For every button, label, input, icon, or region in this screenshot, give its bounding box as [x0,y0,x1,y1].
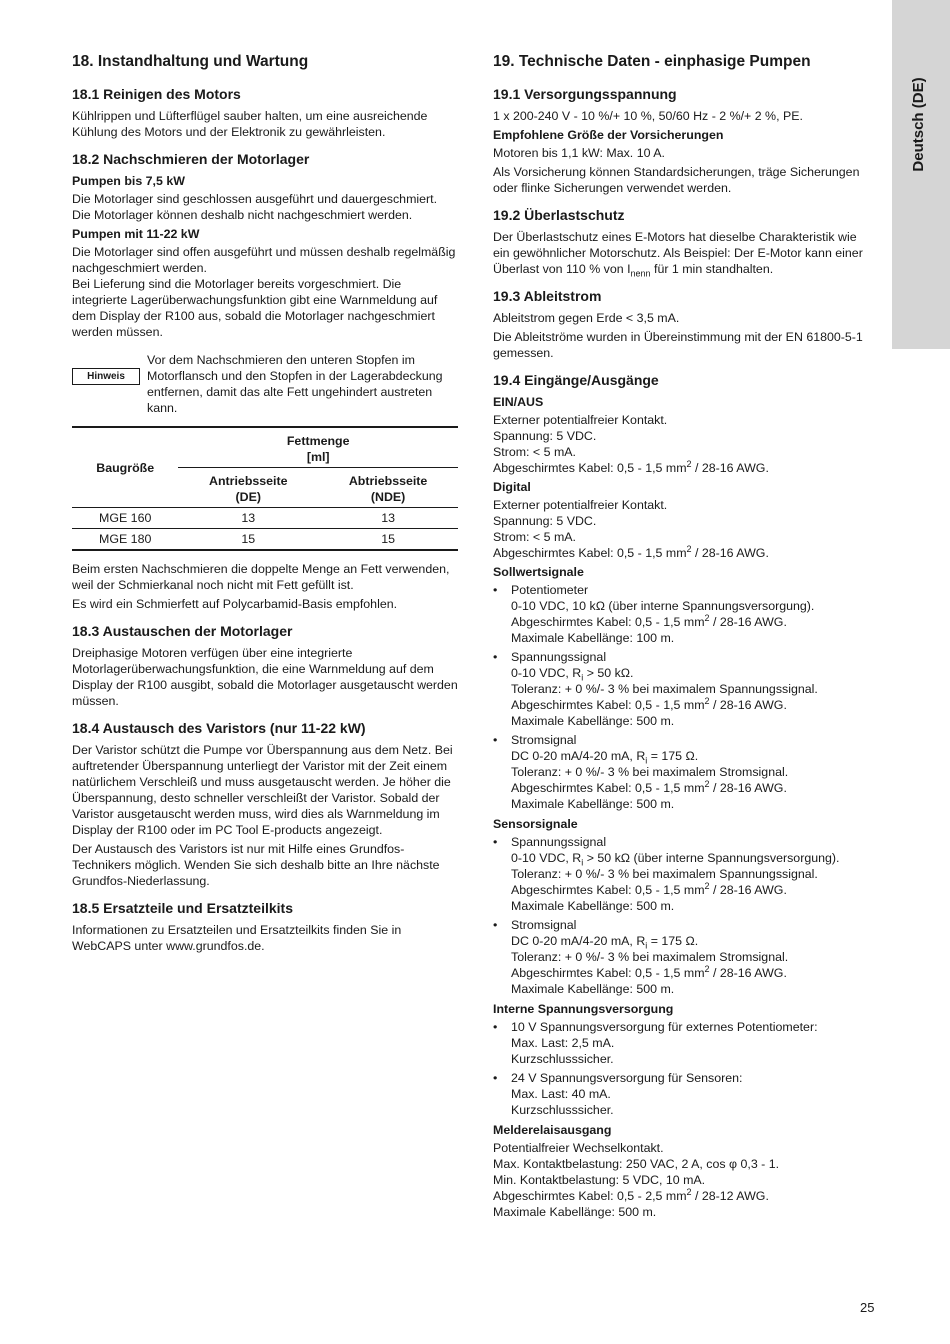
note-box [72,352,458,416]
table-row [72,529,458,551]
section-18-2-text-5: Es wird ein Schmierfett auf Polycarbamid-Basis empfohlen. [72,597,398,611]
relay-output-specs: Potentialfreier Wechselkontakt. Max. Kontaktbelastung: 250 VAC, 2 A, cos φ 0,3 - 1. Min. Kontaktbelastung: 5 VDC, 10 mA. Abgeschirmtes Kabel: 0,5 - 2,5 $mm^2 / 28-12$ AWG. Maximale Kabellänge: 500 m. [493,1141,780,1219]
right-column [493,52,871,1223]
table-cell-nde: 15 [318,529,458,551]
section-19-4-title: 19.4 Eingänge/Ausgänge [493,372,659,388]
setpoint-signal-list [493,582,871,812]
section-18-4-title: 18.4 Austausch des Varistors (nur 11-22 kW) [72,720,366,736]
list-item: • 24 V Spannungsversorgung für Sensoren: Max. Last: 40 mA. Kurzschlusssicher. [493,1070,871,1118]
language-tab [892,0,950,349]
section-18-5-text: Informationen zu Ersatzteilen und Ersatzteilkits finden Sie in WebCAPS unter www.grundfos.de. [72,923,402,953]
table-header-grease: Fettmenge [ml] [286,434,350,464]
digital-specs: Externer potentialfreier Kontakt. Spannung: 5 VDC. Strom: < 5 mA. Abgeschirmtes Kabel: 0,5 - 1,5 $mm^2 / 28-16$ AWG. [493,498,769,560]
table-cell-de: 13 [178,508,318,529]
table-cell-nde: 13 [318,508,458,529]
ein-aus-specs: Externer potentialfreier Kontakt. Spannung: 5 VDC. Strom: < 5 mA. Abgeschirmtes Kabel: 0,5 - 1,5 $mm^2 / 28-16$ AWG. [493,413,769,475]
table-header-de: Antriebsseite (DE) [178,468,318,508]
note-label: Hinweis [72,368,140,385]
section-18-4-text-2: Der Austausch des Varistors ist nur mit Hilfe eines Grundfos-Technikers möglich. Wenden Sie sich deshalb bitte an Ihre nächste Grundfos-Niederlassung. [72,842,440,888]
page-number: 25 [860,1300,875,1315]
table-cell-de: 15 [178,529,318,551]
subheading-ein-aus: EIN/AUS [493,395,544,409]
section-19-1-text-3: Als Vorsicherung können Standardsicherungen, träge Sicherungen oder flinke Sicherungen verwendet werden. [493,165,860,195]
table-cell-size: MGE 180 [72,529,178,551]
list-item: • Spannungssignal 0-10 VDC, $R_i > 50$ kΩ. Toleranz: + 0 %/- 3 % bei maximalem Spannungssignal. Abgeschirmtes Kabel: 0,5 - 1,5 $mm^2 / 28-16$ AWG. Maximale Kabellänge: 500 m. [493,649,871,729]
left-column [72,52,458,957]
subheading-pumps-11-22kw: Pumpen mit 11-22 kW [72,227,200,241]
section-18-title: 18. Instandhaltung und Wartung [72,53,309,70]
section-18-3-title: 18.3 Austauschen der Motorlager [72,623,293,639]
subheading-internal-supply: Interne Spannungsversorgung [493,1002,674,1016]
section-18-1-title: 18.1 Reinigen des Motors [72,86,241,102]
internal-supply-list [493,1019,871,1118]
section-18-2-text-3: Bei Lieferung sind die Motorlager bereits vorgeschmiert. Die integrierte Lagerüberwachungsfunktion gibt eine Warnmeldung auf dem Display der R100 aus, sobald die Motorlager nachgeschmiert werden müssen. [72,277,438,339]
list-item: • Potentiometer 0-10 VDC, 10 kΩ (über interne Spannungsversorgung). Abgeschirmtes Kabel: 0,5 - 1,5 $mm^2 / 28-16$ AWG. Maximale Kabellänge: 100 m. [493,582,871,646]
subheading-setpoint-signals: Sollwertsignale [493,565,584,579]
section-19-title: 19. Technische Daten - einphasige Pumpen [493,53,811,70]
sensor-signal-list [493,834,871,997]
table-cell-size: MGE 160 [72,508,178,529]
section-19-1-title: 19.1 Versorgungsspannung [493,86,677,102]
section-19-1-text: 1 x 200-240 V - 10 %/+ 10 %, 50/60 Hz - 2 %/+ 2 %, PE. [493,109,803,123]
grease-table [72,426,458,551]
section-19-3-text-2: Die Ableitströme wurden in Übereinstimmung mit der EN 61800-5-1 gemessen. [493,330,863,360]
list-item: • Stromsignal DC 0-20 mA/4-20 mA, $R_i = 175$ Ω. Toleranz: + 0 %/- 3 % bei maximalem Stromsignal. Abgeschirmtes Kabel: 0,5 - 1,5 $mm^2 / 28-16$ AWG. Maximale Kabellänge: 500 m. [493,732,871,812]
subheading-sensor-signals: Sensorsignale [493,817,578,831]
section-18-2-text-4: Beim ersten Nachschmieren die doppelte Menge an Fett verwenden, weil der Schmierkanal noch nicht mit Fett gefüllt ist. [72,562,450,592]
table-row [72,508,458,529]
section-19-1-text-2: Motoren bis 1,1 kW: Max. 10 A. [493,146,665,160]
subheading-digital: Digital [493,480,531,494]
section-19-2-text: Der Überlastschutz eines E-Motors hat dieselbe Charakteristik wie ein gewöhnlicher Motorschutz. Als Beispiel: Der E-Motor kann einer Überlast von 110 % von $I_{nenn}$ für 1 min standhalten. [493,230,863,279]
note-text: Vor dem Nachschmieren den unteren Stopfen im Motorflansch und den Stopfen in der Lagerabdeckung entfernen, damit das alte Fett ungehindert austreten kann. [147,353,443,415]
section-19-3-title: 19.3 Ableitstrom [493,288,602,304]
subheading-pumps-7-5kw: Pumpen bis 7,5 kW [72,174,185,188]
section-18-4-text-1: Der Varistor schützt die Pumpe vor Überspannung aus dem Netz. Bei auftretender Überspannung unterliegt der Varistor mit der Zeit einem natürlichem Verschleiß und muss ausgetauscht werden. Je höher die Überspannung, desto schneller verschleißt der Varistor. Sobald der Varistor ausgetauscht werden muss, wird dies als Warnmeldung im Display der R100 oder im PC Tool E-products angezeigt. [72,743,453,837]
section-18-2-title: 18.2 Nachschmieren der Motorlager [72,151,310,167]
section-18-3-text: Dreiphasige Motoren verfügen über eine integrierte Motorlagerüberwachungsfunktion, die eine Warnmeldung auf dem Display der R100 ausgibt, sobald die Motorlager ausgetauscht werden müssen. [72,646,458,708]
subheading-relay-output: Melderelaisausgang [493,1123,612,1137]
section-18-2-text-1: Die Motorlager sind geschlossen ausgeführt und dauergeschmiert. Die Motorlager können deshalb nicht nachgeschmiert werden. [72,192,438,222]
subheading-fuses: Empfohlene Größe der Vorsicherungen [493,128,724,142]
table-header-nde: Abtriebsseite (NDE) [318,468,458,508]
list-item: • Spannungssignal 0-10 VDC, $R_i > 50$ kΩ (über interne Spannungsversorgung). Toleranz: + 0 %/- 3 % bei maximalem Spannungssignal. Abgeschirmtes Kabel: 0,5 - 1,5 $mm^2 / 28-16$ AWG. Maximale Kabellänge: 500 m. [493,834,871,914]
section-18-2-text-2: Die Motorlager sind offen ausgeführt und müssen deshalb regelmäßig nachgeschmiert werden. [72,245,456,275]
section-19-3-text-1: Ableitstrom gegen Erde < 3,5 mA. [493,311,680,325]
table-header-size: Baugröße [96,460,155,475]
section-18-5-title: 18.5 Ersatzteile und Ersatzteilkits [72,900,293,916]
section-19-2-title: 19.2 Überlastschutz [493,207,625,223]
language-tab-label: Deutsch (DE) [909,77,927,172]
list-item: • Stromsignal DC 0-20 mA/4-20 mA, $R_i = 175$ Ω. Toleranz: + 0 %/- 3 % bei maximalem Stromsignal. Abgeschirmtes Kabel: 0,5 - 1,5 $mm^2 / 28-16$ AWG. Maximale Kabellänge: 500 m. [493,917,871,997]
section-18-1-text: Kühlrippen und Lüfterflügel sauber halten, um eine ausreichende Kühlung des Motors und der Elektronik zu gewährleisten. [72,109,428,139]
list-item: • 10 V Spannungsversorgung für externes Potentiometer: Max. Last: 2,5 mA. Kurzschlusssicher. [493,1019,871,1067]
